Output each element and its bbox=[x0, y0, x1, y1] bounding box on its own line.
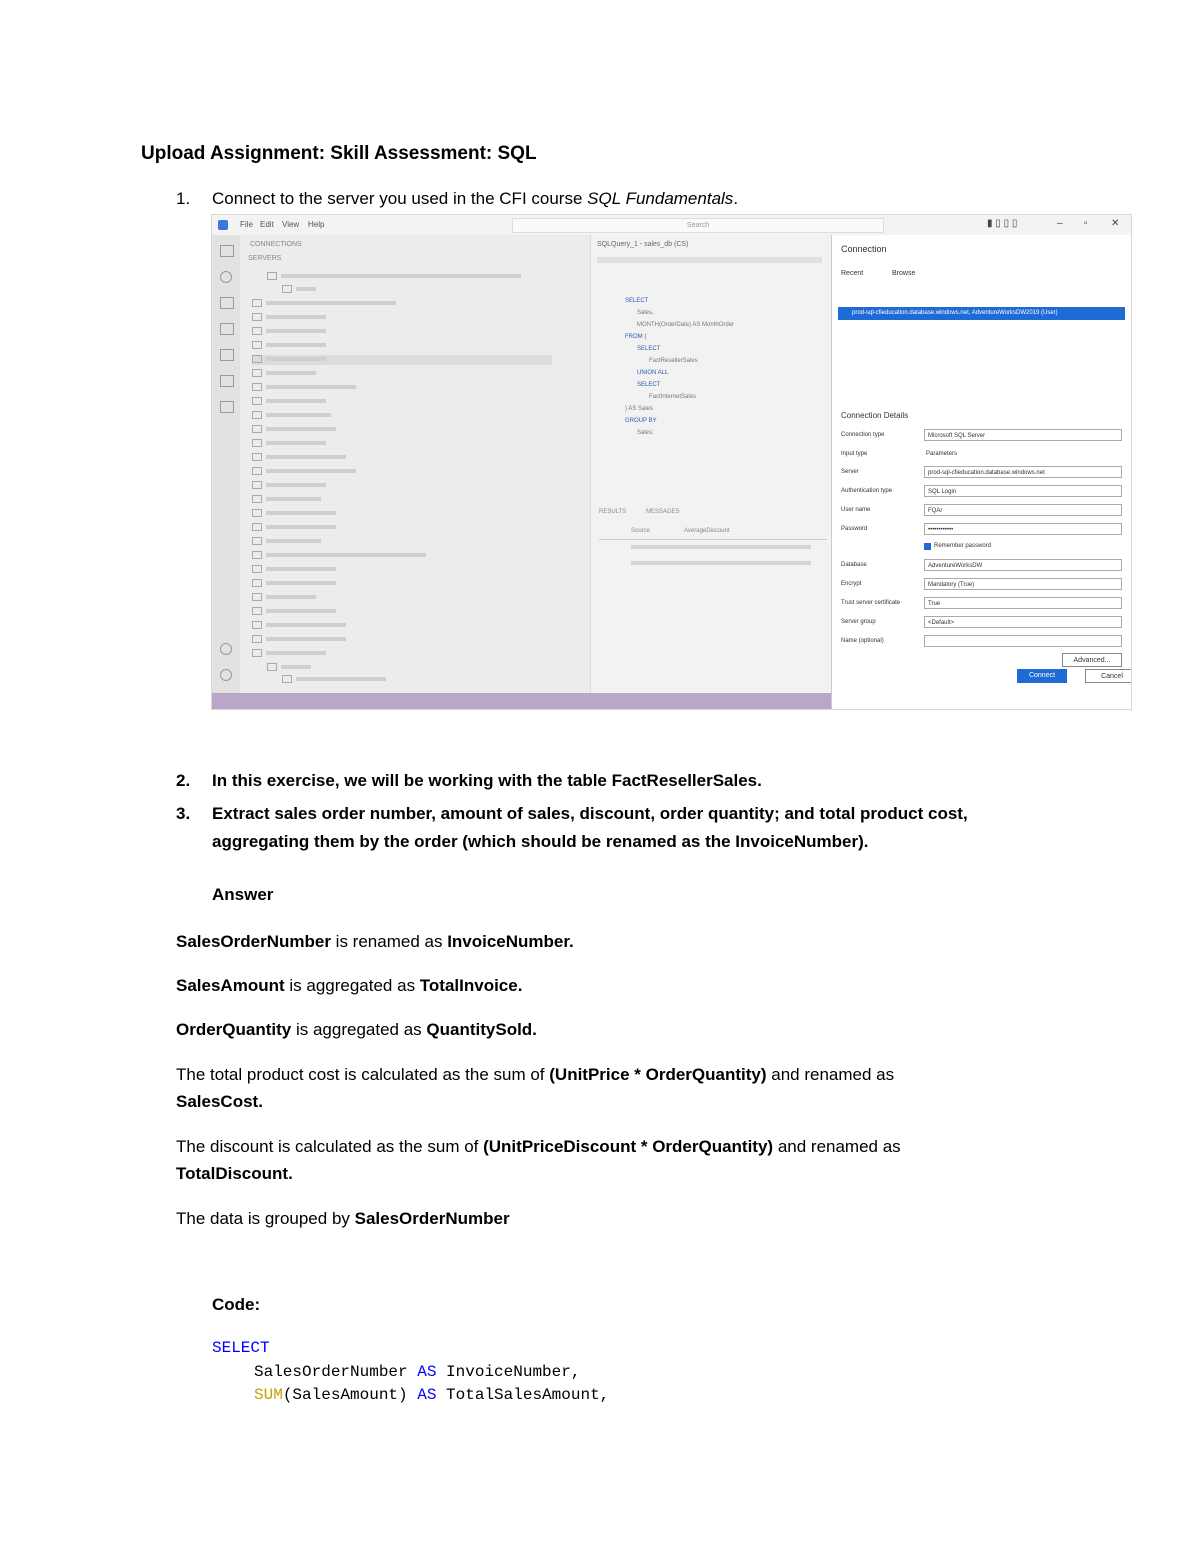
tree-row[interactable] bbox=[252, 383, 552, 393]
tree-row[interactable] bbox=[252, 593, 552, 603]
name-input[interactable] bbox=[924, 635, 1122, 647]
tree-row[interactable] bbox=[252, 397, 552, 407]
code-line-4: FROM ( bbox=[625, 334, 647, 340]
code-line-total-sales-amount bbox=[254, 1386, 609, 1404]
maximize-icon[interactable]: ▫ bbox=[1084, 218, 1088, 229]
query-editor bbox=[590, 235, 832, 693]
answer-5-formula: (UnitPriceDiscount * OrderQuantity) bbox=[483, 1137, 774, 1156]
tree-row[interactable] bbox=[252, 327, 552, 337]
answer-6-field: SalesOrderNumber bbox=[354, 1209, 510, 1228]
password-label: Password bbox=[841, 526, 868, 532]
source-control-icon[interactable] bbox=[220, 323, 234, 335]
search-icon[interactable] bbox=[220, 271, 232, 283]
step-3-text-line-2: aggregating them by the order (which should be renamed as the InvoiceNumber). bbox=[212, 832, 869, 851]
extensions-icon[interactable] bbox=[220, 349, 234, 361]
connection-dialog bbox=[831, 235, 1132, 709]
step-2-text: In this exercise, we will be working with the table FactResellerSales. bbox=[212, 771, 762, 790]
code-line-invoice-number bbox=[254, 1363, 580, 1381]
code-line-10: ) AS Sales bbox=[625, 406, 654, 412]
code-invoice-number-alias: InvoiceNumber, bbox=[436, 1363, 581, 1381]
answer-line-5 bbox=[176, 1133, 1076, 1187]
tree-row[interactable] bbox=[252, 565, 552, 575]
answer-4-alias: SalesCost. bbox=[176, 1092, 263, 1111]
tree-row[interactable] bbox=[252, 425, 552, 435]
app-logo-icon bbox=[218, 220, 228, 230]
server-group-select[interactable]: <Default> bbox=[924, 616, 1122, 628]
tree-row[interactable] bbox=[252, 341, 552, 351]
tree-row[interactable] bbox=[252, 453, 552, 463]
remember-password-label: Remember password bbox=[934, 543, 992, 549]
dialog-title: Connection bbox=[841, 244, 887, 254]
code-line-9: FactInternetSales bbox=[649, 394, 697, 400]
tree-row[interactable] bbox=[252, 635, 552, 645]
results-header bbox=[599, 525, 827, 540]
code-line-2: Sales, bbox=[637, 310, 654, 316]
minimize-icon[interactable]: – bbox=[1057, 218, 1063, 229]
code-sum-function: SUM bbox=[254, 1386, 283, 1404]
trust-certificate-label: Trust server certificate bbox=[841, 600, 901, 606]
tree-row[interactable] bbox=[282, 285, 582, 295]
answer-5-text-1: The discount is calculated as the sum of bbox=[176, 1137, 484, 1156]
document-title: Upload Assignment: Skill Assessment: SQL bbox=[141, 143, 537, 164]
authentication-type-label: Authentication type bbox=[841, 488, 893, 494]
answer-2-field: SalesAmount bbox=[176, 976, 285, 995]
server-label: Server bbox=[841, 469, 859, 475]
tasks-icon[interactable] bbox=[220, 375, 234, 387]
column-source: Source bbox=[631, 528, 651, 534]
step-1 bbox=[176, 189, 739, 209]
tree-row[interactable] bbox=[252, 481, 552, 491]
answer-heading: Answer bbox=[212, 885, 274, 904]
messages-tab[interactable]: MESSAGES bbox=[646, 509, 680, 515]
activity-bar bbox=[212, 235, 240, 693]
step-1-course-name: SQL Fundamentals bbox=[587, 189, 734, 208]
answer-1-field: SalesOrderNumber bbox=[176, 932, 331, 951]
tree-row[interactable] bbox=[252, 537, 552, 547]
answer-5-alias: TotalDiscount. bbox=[176, 1164, 293, 1183]
tree-row[interactable] bbox=[252, 355, 552, 365]
saved-connection-item[interactable]: prod-sql-cfieducation.database.windows.net, AdventureWorksDW2019 (User) bbox=[838, 307, 1125, 320]
menu-edit[interactable]: Edit bbox=[260, 220, 274, 229]
azure-data-studio-screenshot bbox=[211, 214, 1132, 710]
step-1-text: Connect to the server you used in the CFI course bbox=[212, 189, 588, 208]
app-titlebar bbox=[212, 215, 1131, 236]
step-3-number: 3. bbox=[176, 804, 191, 823]
user-name-input[interactable]: FQAr bbox=[924, 504, 1122, 516]
code-line-7: UNION ALL bbox=[637, 370, 669, 376]
step-2-number: 2. bbox=[176, 771, 191, 790]
server-group-label: Server group bbox=[841, 619, 876, 625]
answer-1-alias: InvoiceNumber. bbox=[447, 932, 574, 951]
step-1-number: 1. bbox=[176, 189, 191, 208]
answer-line-3 bbox=[176, 1016, 1076, 1043]
code-line-8: SELECT bbox=[637, 382, 661, 388]
name-label: Name (optional) bbox=[841, 638, 884, 644]
password-input[interactable]: •••••••••••• bbox=[924, 523, 1122, 535]
tree-row[interactable] bbox=[252, 579, 552, 589]
code-as-keyword: AS bbox=[417, 1363, 437, 1381]
code-line-1: SELECT bbox=[625, 298, 649, 304]
code-as-keyword-2: AS bbox=[417, 1386, 437, 1404]
encrypt-label: Encrypt bbox=[841, 581, 862, 587]
cancel-button[interactable]: Cancel bbox=[1085, 669, 1132, 683]
servers-icon[interactable] bbox=[220, 401, 234, 413]
account-icon[interactable] bbox=[220, 643, 232, 655]
explorer-header: CONNECTIONS bbox=[250, 241, 302, 248]
authentication-type-select[interactable]: SQL Login bbox=[924, 485, 1122, 497]
status-bar bbox=[212, 693, 831, 709]
answer-1-text: is renamed as bbox=[330, 932, 448, 951]
advanced-button[interactable]: Advanced... bbox=[1062, 653, 1122, 667]
notebooks-icon[interactable] bbox=[220, 297, 234, 309]
code-area[interactable] bbox=[625, 295, 825, 455]
connect-button[interactable]: Connect bbox=[1017, 669, 1067, 683]
tree-row[interactable] bbox=[252, 649, 552, 659]
answer-line-1 bbox=[176, 928, 1076, 955]
connection-type-select[interactable]: Microsoft SQL Server bbox=[924, 429, 1122, 441]
step-2 bbox=[176, 771, 762, 791]
answer-3-field: OrderQuantity bbox=[176, 1020, 292, 1039]
results-tab[interactable]: RESULTS bbox=[599, 509, 627, 515]
tree-row[interactable] bbox=[252, 411, 552, 421]
connection-details-title: Connection Details bbox=[841, 411, 909, 420]
tree-row[interactable] bbox=[252, 621, 552, 631]
connection-type-label: Connection type bbox=[841, 432, 885, 438]
menu-help[interactable]: Help bbox=[308, 220, 325, 229]
code-line-3: MONTH(OrderDate) AS MonthOrder bbox=[637, 322, 735, 328]
code-line-11: GROUP BY bbox=[625, 418, 657, 424]
tree-row[interactable] bbox=[252, 369, 552, 379]
tree-row[interactable] bbox=[252, 495, 552, 505]
tree-row[interactable] bbox=[252, 523, 552, 533]
result-row bbox=[631, 545, 811, 549]
code-line-select: SELECT bbox=[212, 1339, 270, 1357]
tree-row[interactable] bbox=[252, 439, 552, 449]
answer-2-text: is aggregated as bbox=[284, 976, 420, 995]
server-input[interactable]: prod-sql-cfieducation.database.windows.net bbox=[924, 466, 1122, 478]
tree-row[interactable] bbox=[252, 467, 552, 477]
answer-4-text-1: The total product cost is calculated as the sum of bbox=[176, 1065, 550, 1084]
tree-row[interactable] bbox=[252, 607, 552, 617]
browse-tab[interactable]: Browse bbox=[892, 270, 916, 277]
tree-row[interactable] bbox=[267, 272, 567, 282]
answer-3-alias: QuantitySold. bbox=[426, 1020, 537, 1039]
tree-row[interactable] bbox=[252, 299, 552, 309]
step-3 bbox=[176, 800, 968, 856]
code-sales-amount: (SalesAmount) bbox=[282, 1386, 418, 1404]
tree-row[interactable] bbox=[252, 509, 552, 519]
step-1-period: . bbox=[733, 189, 739, 208]
encrypt-select[interactable]: Mandatory (True) bbox=[924, 578, 1122, 590]
layout-icons[interactable]: ▮ ▯ ▯ ▯ bbox=[987, 218, 1018, 229]
trust-certificate-select[interactable]: True bbox=[924, 597, 1122, 609]
answer-4-text-2: and renamed as bbox=[766, 1065, 895, 1084]
editor-tab[interactable]: SQLQuery_1 - sales_db (CS) bbox=[597, 241, 689, 248]
answer-4-formula: (UnitPrice * OrderQuantity) bbox=[549, 1065, 767, 1084]
servers-label[interactable]: SERVERS bbox=[248, 255, 282, 262]
database-label: Database bbox=[841, 562, 867, 568]
recent-tab[interactable]: Recent bbox=[841, 270, 864, 277]
result-row bbox=[631, 561, 811, 565]
tree-row[interactable] bbox=[252, 551, 552, 561]
code-line-6: FactResellerSales bbox=[649, 358, 698, 364]
step-3-text-line-1: Extract sales order number, amount of sales, discount, order quantity; and total product cost, bbox=[212, 804, 968, 823]
menu-file[interactable]: File bbox=[240, 220, 253, 229]
answer-line-2 bbox=[176, 972, 1076, 999]
menu-view[interactable]: View bbox=[282, 220, 300, 229]
column-average-discount: AverageDiscount bbox=[684, 528, 730, 534]
user-name-label: User name bbox=[841, 507, 871, 513]
tree-row[interactable] bbox=[282, 675, 582, 685]
answer-6-text: The data is grouped by bbox=[176, 1209, 355, 1228]
tree-row[interactable] bbox=[252, 313, 552, 323]
close-icon[interactable]: ✕ bbox=[1111, 218, 1120, 229]
code-line-12: Sales; bbox=[637, 430, 654, 436]
editor-toolbar bbox=[597, 257, 822, 263]
answer-line-4 bbox=[176, 1061, 1076, 1115]
database-select[interactable]: AdventureWorksDW bbox=[924, 559, 1122, 571]
input-type-label: Input type bbox=[841, 451, 868, 457]
gear-icon[interactable] bbox=[220, 669, 232, 681]
tree-row[interactable] bbox=[267, 663, 567, 673]
code-line-5: SELECT bbox=[637, 346, 661, 352]
code-total-sales-amount-alias: TotalSalesAmount, bbox=[436, 1386, 610, 1404]
answer-line-6 bbox=[176, 1205, 1076, 1232]
connections-icon[interactable] bbox=[220, 245, 234, 257]
answer-3-text: is aggregated as bbox=[291, 1020, 427, 1039]
command-search-box[interactable]: Search bbox=[512, 218, 884, 233]
answer-2-alias: TotalInvoice. bbox=[419, 976, 523, 995]
code-sales-order-number: SalesOrderNumber bbox=[254, 1363, 418, 1381]
code-heading: Code: bbox=[212, 1295, 261, 1314]
input-type-radio[interactable]: Parameters bbox=[926, 451, 958, 457]
answer-5-text-2: and renamed as bbox=[773, 1137, 901, 1156]
remember-password-checkbox[interactable] bbox=[924, 543, 931, 550]
